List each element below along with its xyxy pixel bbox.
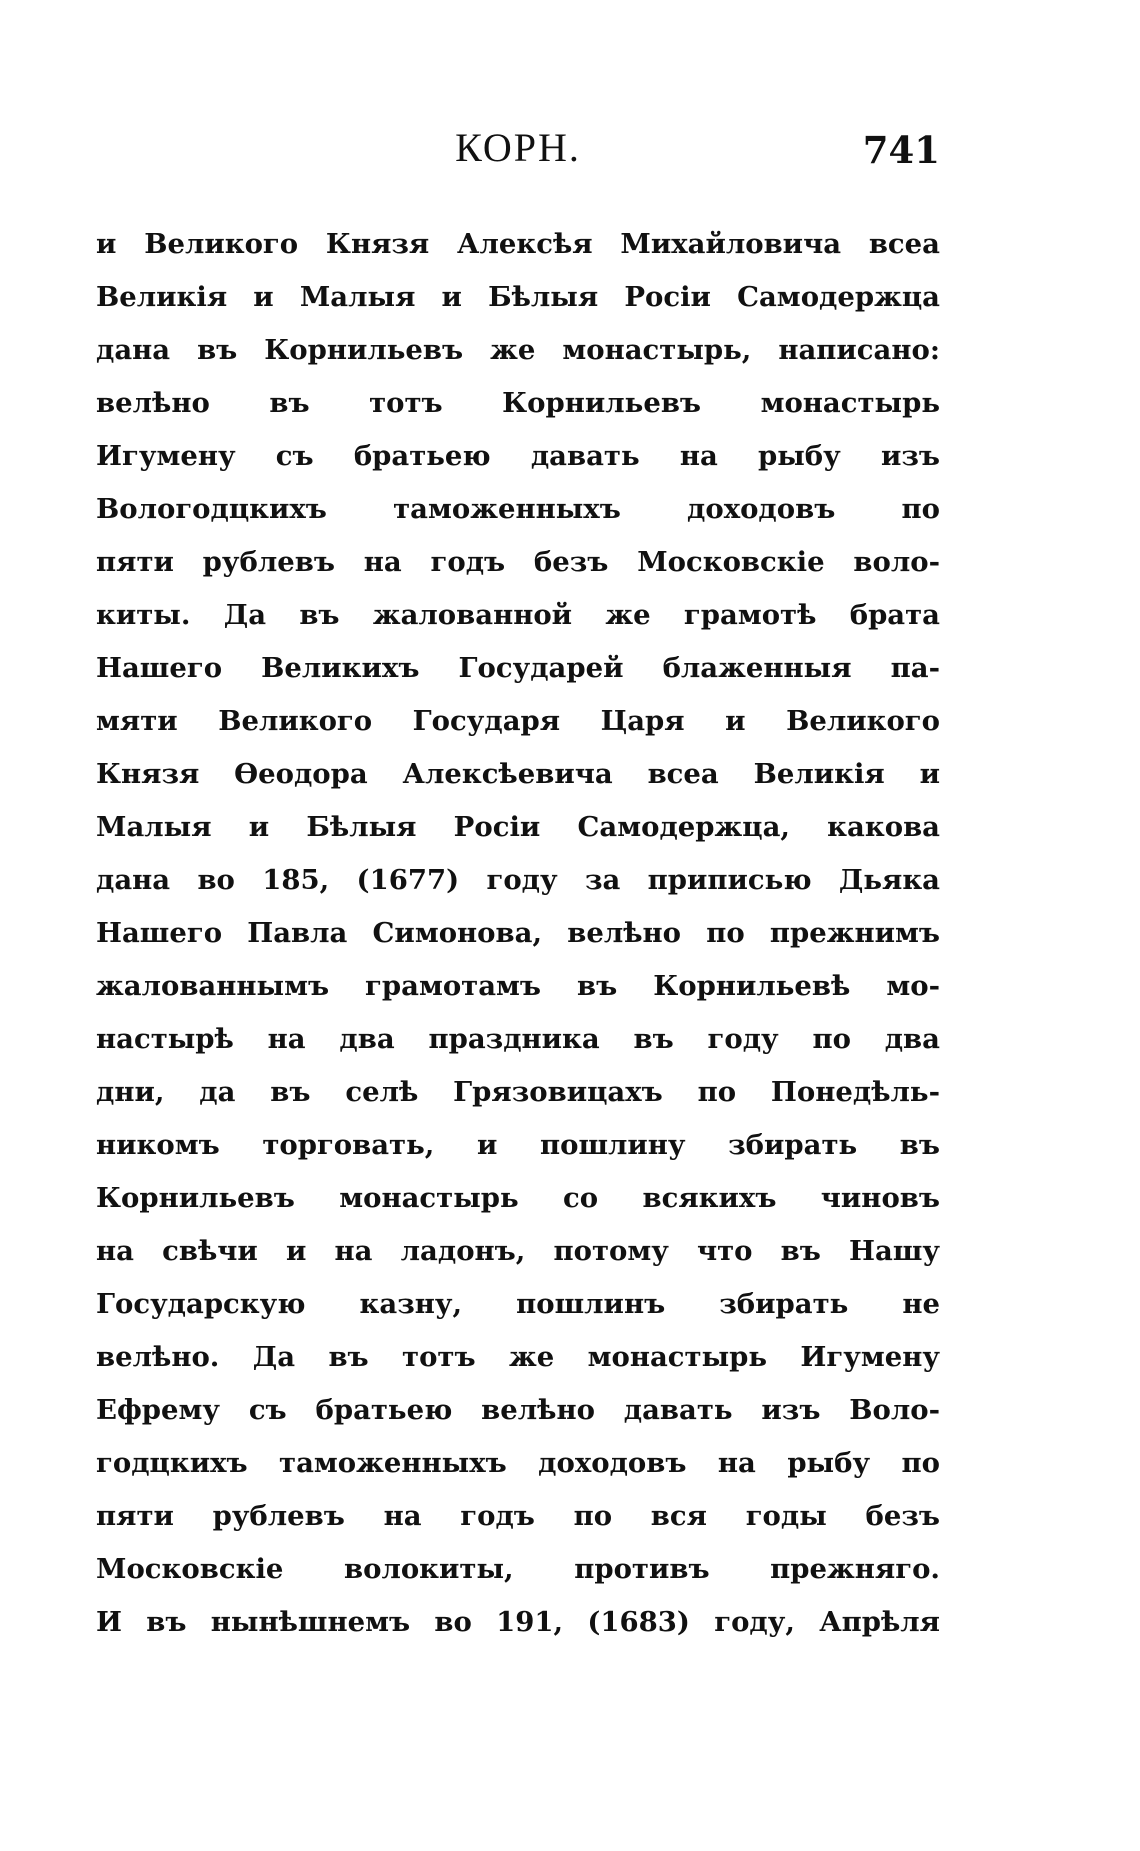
text-line: годцкихъ таможенныхъ доходовъ на рыбу по bbox=[96, 1447, 940, 1479]
text-line: киты. Да въ жалованной же грамотѣ брата bbox=[96, 599, 940, 631]
running-head bbox=[96, 118, 940, 178]
text-line: пяти рублевъ на годъ безъ Московскіе воло- bbox=[96, 546, 940, 578]
text-line: Игумену съ братьею давать на рыбу изъ bbox=[96, 440, 940, 472]
text-line: велѣно. Да въ тотъ же монастырь Игумену bbox=[96, 1341, 940, 1373]
text-line: Московскіе волокиты, противъ прежняго. bbox=[96, 1553, 940, 1585]
text-line: Нашего Павла Симонова, велѣно по прежнимъ bbox=[96, 917, 940, 949]
text-line: дана въ Корнильевъ же монастырь, написано: bbox=[96, 334, 940, 366]
text-line: Вологодцкихъ таможенныхъ доходовъ по bbox=[96, 493, 940, 525]
text-line: никомъ торговать, и пошлину збирать въ bbox=[96, 1129, 940, 1161]
text-line: И въ нынѣшнемъ во 191, (1683) году, Апрѣля bbox=[96, 1606, 940, 1638]
text-line: Государскую казну, пошлинъ збирать не bbox=[96, 1288, 940, 1320]
text-line: дни, да въ селѣ Грязовицахъ по Понедѣль- bbox=[96, 1076, 940, 1108]
body-text bbox=[96, 218, 940, 1649]
text-line: Малыя и Бѣлыя Росіи Самодержца, какова bbox=[96, 811, 940, 843]
text-line: жалованнымъ грамотамъ въ Корнильевѣ мо- bbox=[96, 970, 940, 1002]
running-title: КОРН. bbox=[455, 125, 581, 170]
text-line: Корнильевъ монастырь со всякихъ чиновъ bbox=[96, 1182, 940, 1214]
text-line: на свѣчи и на ладонъ, потому что въ Нашу bbox=[96, 1235, 940, 1267]
text-line: Князя Ѳеодора Алексѣевича всеа Великія и bbox=[96, 758, 940, 790]
page-number: 741 bbox=[862, 128, 940, 172]
text-line: Нашего Великихъ Государей блаженныя па- bbox=[96, 652, 940, 684]
text-line: велѣно въ тотъ Корнильевъ монастырь bbox=[96, 387, 940, 419]
text-line: Ефрему съ братьею велѣно давать изъ Воло- bbox=[96, 1394, 940, 1426]
text-line: мяти Великого Государя Царя и Великого bbox=[96, 705, 940, 737]
text-line: Великія и Малыя и Бѣлыя Росіи Самодержца bbox=[96, 281, 940, 313]
text-line: дана во 185, (1677) году за приписью Дьяка bbox=[96, 864, 940, 896]
text-line: пяти рублевъ на годъ по вся годы безъ bbox=[96, 1500, 940, 1532]
text-line: настырѣ на два праздника въ году по два bbox=[96, 1023, 940, 1055]
text-line: и Великого Князя Алексѣя Михайловича всеа bbox=[96, 228, 940, 260]
